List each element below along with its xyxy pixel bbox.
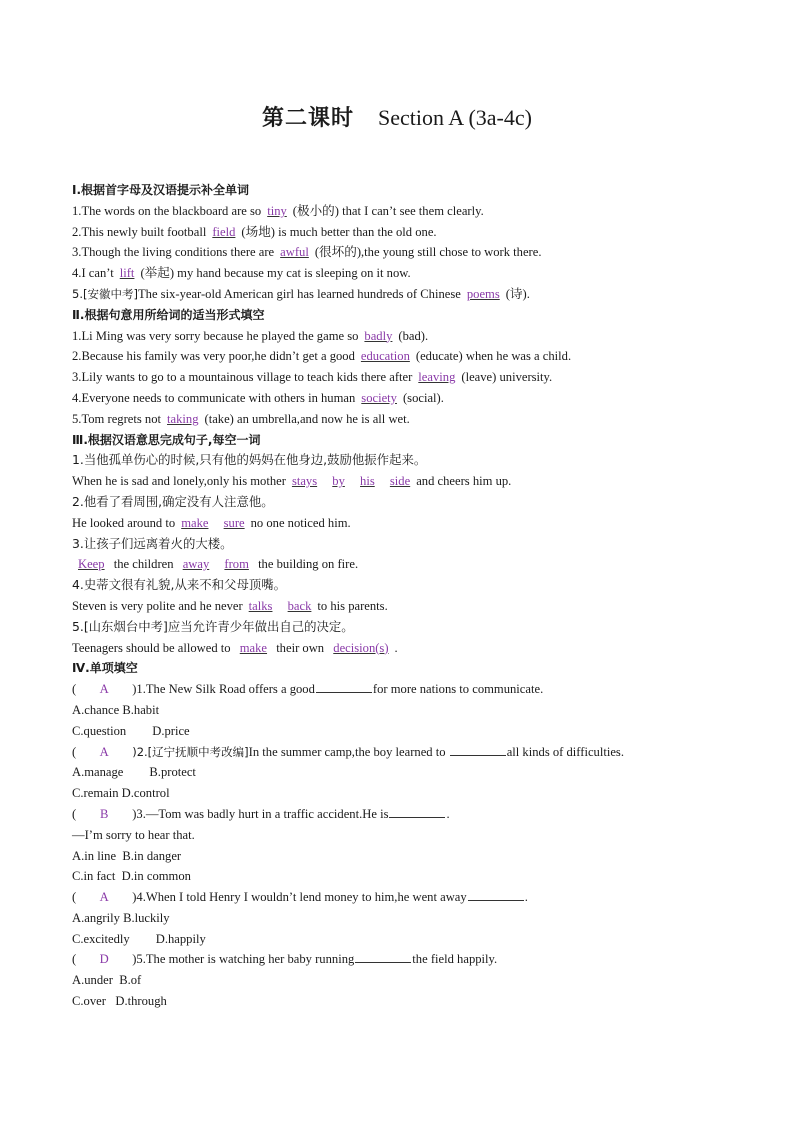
s3-q3-chinese: 3.让孩子们远离着火的大楼。 [72,535,233,551]
s4-q2-options-row1: A.manage B.protect [72,765,196,780]
blank-line [468,888,524,901]
answer: decision(s) [333,640,389,655]
s4-q4-options-row1: A.angrily B.luckily [72,910,170,925]
s4-question-5: ( D )5.The mother is watching her baby running the field happily. [72,949,752,970]
section-2-heading: Ⅱ.根据句意用所给词的适当形式填空 [72,307,265,322]
section-3-heading: Ⅲ.根据汉语意思完成句子,每空一词 [72,432,261,447]
answer: side [389,474,411,489]
answer: society [361,390,397,405]
answer: leaving [418,370,456,385]
s4-question-2: ( A )2.[辽宁抚顺中考改编]In the summer camp,the boy learned to all kinds of difficulties. [72,742,752,763]
s1-question-5: 5.[安徽中考]The six-year-old American girl has learned hundreds of Chinese poems (诗). [72,286,530,301]
s4-q1-options-row1: A.chance B.habit [72,702,160,717]
answer: by [332,474,345,489]
s3-q4-chinese: 4.史蒂文很有礼貌,从来不和父母顶嘴。 [72,577,287,593]
title-section: Section A (3a-4c) [378,105,532,130]
answer: tiny [267,203,287,218]
s4-q2-options-row2: C.remain D.control [72,786,170,801]
s3-q3-english: Keep the children away from the building on fire. [72,554,752,575]
answer: make [181,515,209,530]
s1-question-4: 4.I can’t lift (举起) my hand because my cat is sleeping on it now. [72,266,411,281]
s2-question-1: 1.Li Ming was very sorry because he played the game so badly (bad). [72,328,429,343]
s4-question-4: ( A )4.When I told Henry I wouldn’t lend money to him,he went away . [72,887,752,908]
answer: badly [364,328,393,343]
s4-q3-options-row1: A.in line B.in danger [72,848,182,863]
s3-q2-chinese: 2.他看了看周围,确定没有人注意他。 [72,493,274,509]
page-title [0,104,794,133]
s2-question-4: 4.Everyone needs to communicate with others in human society (social). [72,390,444,405]
answer: away [182,557,210,572]
s4-question-1: ( A )1.The New Silk Road offers a good for more nations to communicate. [72,679,752,700]
s4-q3-reply: —I’m sorry to hear that. [72,827,195,842]
answer: awful [280,245,309,260]
section-4-heading: Ⅳ.单项填空 [72,661,138,676]
s1-question-2: 2.This newly built football field (场地) is much better than the old one. [72,224,437,239]
s1-question-1: 1.The words on the blackboard are so tiny (极小的) that I can’t see them clearly. [72,203,484,218]
answer: education [360,349,410,364]
s3-q1-english: When he is sad and lonely,only his mother stays by his side and cheers him up. [72,474,512,489]
s3-q5-english: Teenagers should be allowed to make their own decision(s) . [72,640,398,655]
s4-q5-options-row2: C.over D.through [72,994,167,1009]
s4-question-3: ( B )3.—Tom was badly hurt in a traffic accident.He is . [72,804,752,825]
exercise-content [72,180,752,1012]
answer: B [100,806,109,821]
s4-q1-options-row2: C.question D.price [72,723,190,738]
s3-q1-chinese: 1.当他孤单伤心的时候,只有他的妈妈在他身边,鼓励他振作起来。 [72,452,427,468]
s3-q4-english: Steven is very polite and he never talks back to his parents. [72,598,388,613]
answer: his [360,474,375,489]
blank-line [316,680,372,693]
answer: D [99,952,109,967]
answer: back [287,598,312,613]
s1-question-3: 3.Though the living conditions there are awful (很坏的),the young still chose to work there. [72,245,542,260]
answer: A [99,744,109,759]
s4-q3-options-row2: C.in fact D.in common [72,869,191,884]
s2-question-2: 2.Because his family was very poor,he didn’t get a good education (educate) when he was a child. [72,349,572,364]
answer: from [224,557,249,572]
section-1-heading: Ⅰ.根据首字母及汉语提示补全单词 [72,183,250,197]
answer: A [99,682,109,697]
blank-line [389,805,445,818]
answer: sure [223,515,245,530]
blank-line [450,743,506,756]
answer: stays [291,474,318,489]
answer: lift [119,266,135,281]
title-lesson: 第二课时 [262,106,355,131]
answer: field [212,224,236,239]
answer: taking [167,411,199,426]
answer: make [239,640,268,655]
s2-question-5: 5.Tom regrets not taking (take) an umbrella,and now he is all wet. [72,411,410,426]
s4-q5-options-row1: A.under B.of [72,973,142,988]
blank-line [355,950,411,963]
s3-q2-english: He looked around to make sure no one noticed him. [72,515,351,530]
answer: A [99,890,109,905]
s4-q4-options-row2: C.excitedly D.happily [72,931,206,946]
answer: Keep [78,557,105,572]
s3-q5-chinese: 5.[山东烟台中考]应当允许青少年做出自己的决定。 [72,618,354,634]
s2-question-3: 3.Lily wants to go to a mountainous village to teach kids there after leaving (leave) university. [72,370,553,385]
answer: talks [248,598,273,613]
answer: poems [466,286,500,301]
